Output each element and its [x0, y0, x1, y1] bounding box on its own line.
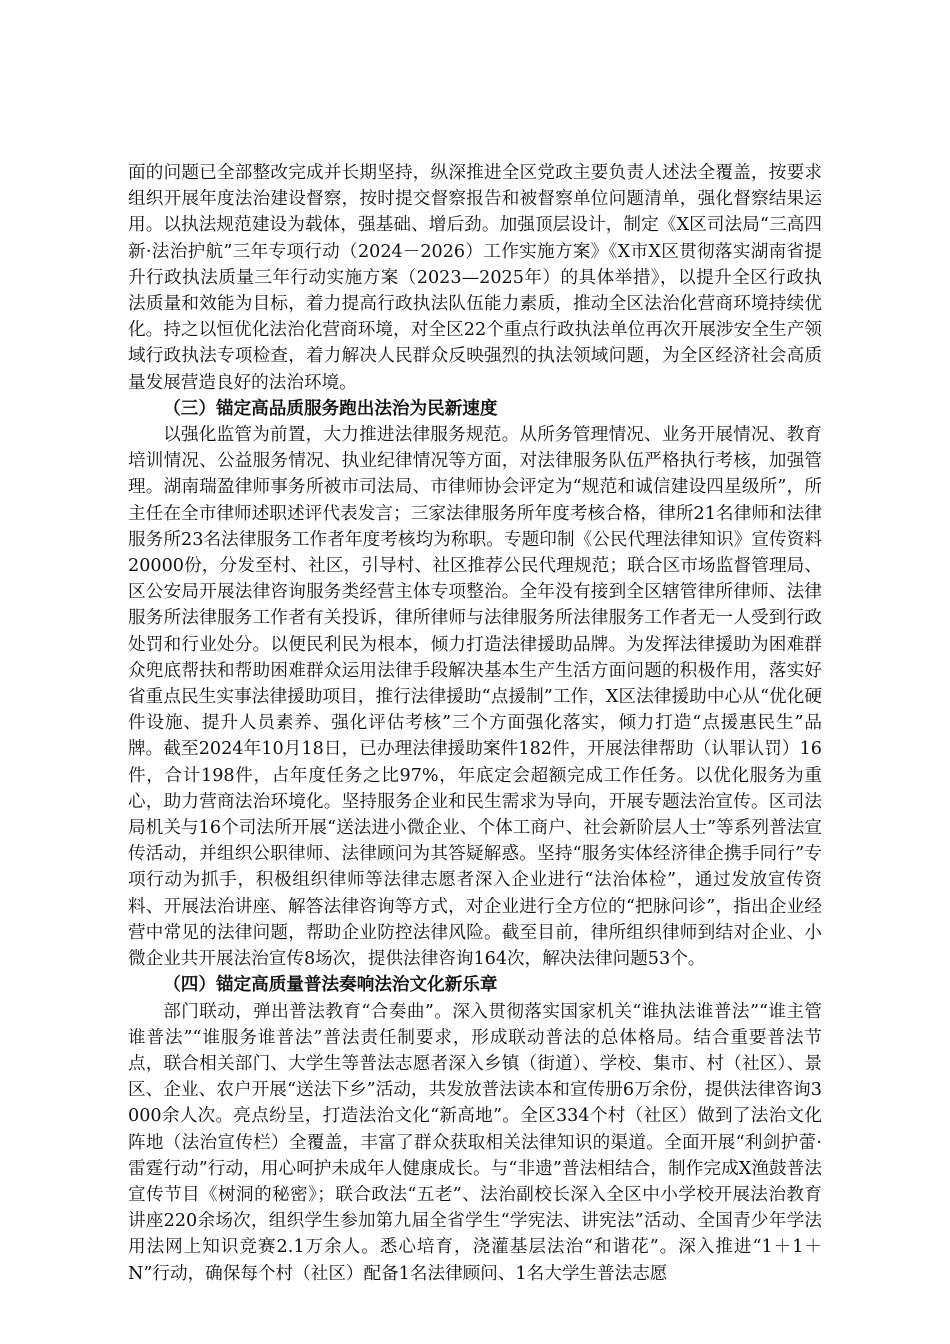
paragraph-continued: 面的问题已全部整改完成并长期坚持，纵深推进全区党政主要负责人述法全覆盖，按要求组织开展年度法治建设督察，按时提交督察报告和被督察单位问题清单，强化督察结果运用。以执法规范建设为载体，强基础、增后劲。加强顶层设计，制定《X区司法局“三高四新·法治护航”三年专项行动（2024－2026）工作实施方案》《X市X区贯彻落实湖南省提升行政执法质量三年行动实施方案（2023—2025年）的具体举措》，以提升全区行政执法质量和效能为目标，着力提高行政执法队伍能力素质，推动全区法治化营商环境持续优化。持之以恒优化法治化营商环境，对全区22个重点行政执法单位再次开展涉安全生产领域行政执法专项检查，着力解决人民群众反映强烈的执法领域问题，为全区经济社会高质量发展营造良好的法治环境。 — [128, 163, 822, 393]
section-heading-3: （三）锚定高品质服务跑出法治为民新速度 — [163, 398, 498, 419]
document-page — [128, 160, 822, 1287]
paragraph-legal-services: 以强化监管为前置，大力推进法律服务规范。从所务管理情况、业务开展情况、教育培训情况、公益服务情况、执业纪律情况等方面，对法律服务队伍严格执行考核，加强管理。湖南瑞盈律师事务所被市司法局、市律师协会评定为“规范和诚信建设四星级所”，所主任在全市律师述职述评代表发言；三家法律服务所年度考核合格，律所21名律师和法律服务所23名法律服务工作者年度考核均为称职。专题印制《公民代理法律知识》宣传资料20000份，分发至村、社区，引导村、社区推荐公民代理规范；联合区市场监督管理局、区公安局开展法律咨询服务类经营主体专项整治。全年没有接到全区辖管律所律师、法律服务所法律服务工作者有关投诉，律所律师与法律服务所法律服务工作者无一人受到行政处罚和行业处分。以便民利民为根本，倾力打造法律援助品牌。为发挥法律援助为困难群众兜底帮扶和帮助困难群众运用法律手段解决基本生产生活方面问题的积极作用，落实好省重点民生实事法律援助项目，推行法律援助“点援制”工作，X区法律援助中心从“优化硬件设施、提升人员素养、强化评估考核”三个方面强化落实，倾力打造“点援惠民生”品牌。截至2024年10月18日，已办理法律援助案件182件，开展法律帮助（认罪认罚）16件，合计198件，占年度任务之比97%，年底定会超额完成工作任务。以优化服务为重心，助力营商法治环境化。坚持服务企业和民生需求为导向，开展专题法治宣传。区司法局机关与16个司法所开展“送法进小微企业、个体工商户、社会新阶层人士”等系列普法宣传活动，并组织公职律师、法律顾问为其答疑解惑。坚持“服务实体经济律企携手同行”专项行动为抓手，积极组织律师等法律志愿者深入企业进行“法治体检”，通过发放宣传资料、开展法治讲座、解答法律咨询等方式，对企业进行全方位的“把脉问诊”，指出企业经营中常见的法律问题，帮助企业防控法律风险。截至目前，律所组织律师到结对企业、小微企业共开展法治宣传8场次，提供法律咨询164次，解决法律问题53个。 — [128, 425, 822, 970]
paragraph-legal-education: 部门联动，弹出普法教育“合奏曲”。深入贯彻落实国家机关“谁执法谁普法”“谁主管谁普法”“谁服务谁普法”普法责任制要求，形成联动普法的总体格局。结合重要普法节点，联合相关部门、大学生等普法志愿者深入乡镇（街道）、学校、集市、村（社区）、景区、企业、农户开展“送法下乡”活动，共发放普法读本和宣传册6万余份，提供法律咨询3000余人次。亮点纷呈，打造法治文化“新高地”。全区334个村（社区）做到了法治文化阵地（法治宣传栏）全覆盖，丰富了群众获取相关法律知识的渠道。全面开展“利剑护蕾·雷霆行动”行动，用心呵护未成年人健康成长。与“非遗”普法相结合，制作完成X渔鼓普法宣传节目《树洞的秘密》；联合政法“五老”、法治副校长深入全区中小学校开展法治教育讲座220余场次，组织学生参加第九届全省学生“学宪法、讲宪法”活动、全国青少年学法用法网上知识竞赛2.1万余人。悉心培育，浇灌基层法治“和谐花”。深入推进“1＋1＋N”行动，确保每个村（社区）配备1名法律顾问、1名大学生普法志愿 — [128, 1001, 822, 1284]
section-heading-4: （四）锚定高质量普法奏响法治文化新乐章 — [163, 975, 498, 996]
